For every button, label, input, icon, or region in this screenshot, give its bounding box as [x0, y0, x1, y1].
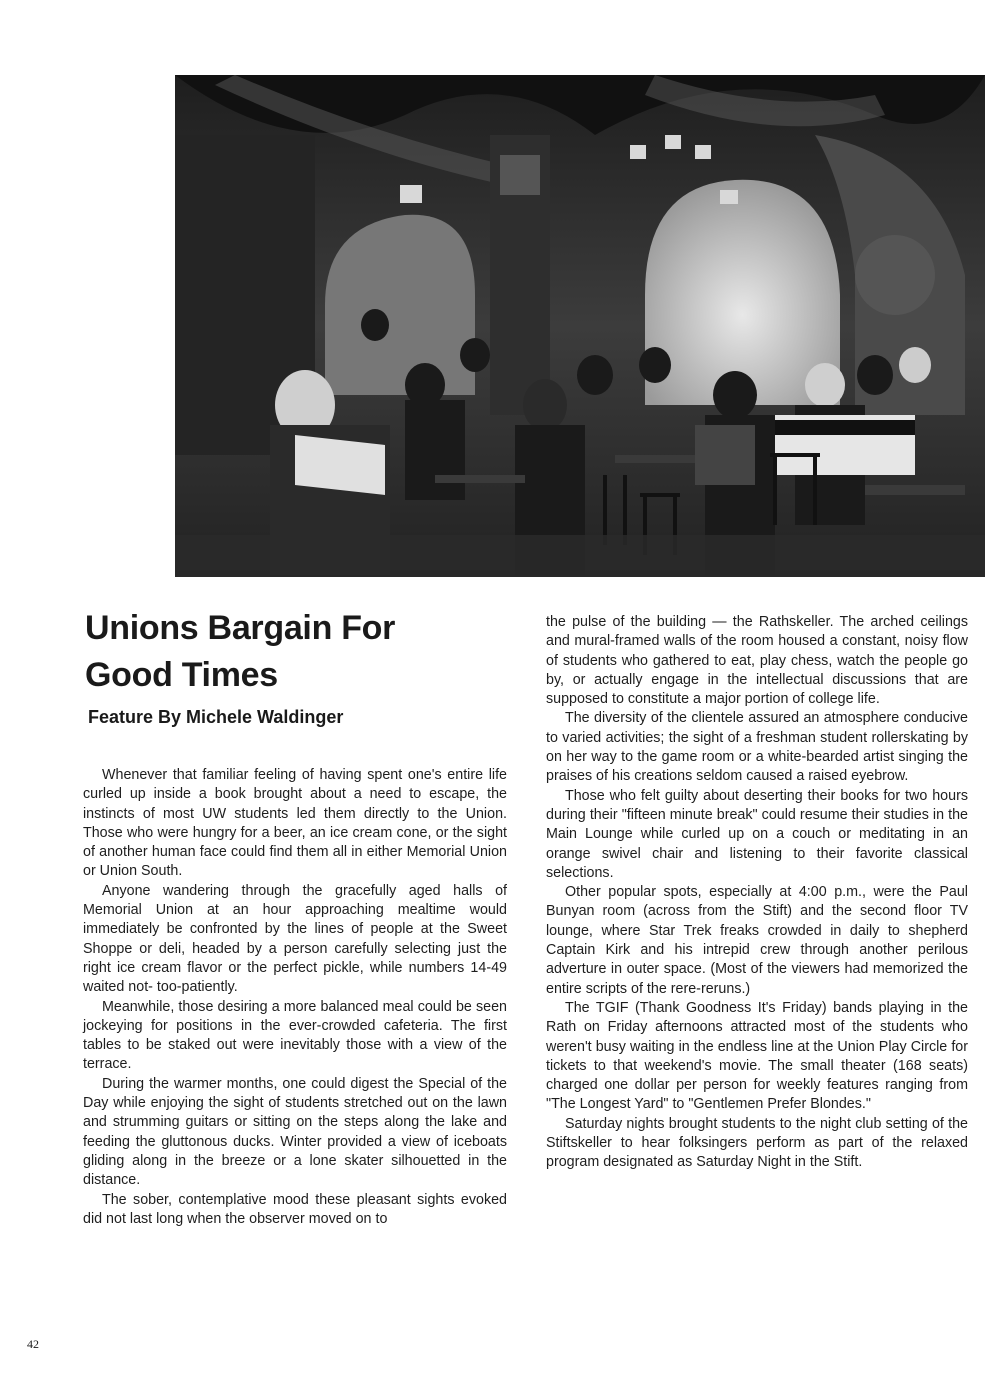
paragraph: Other popular spots, especially at 4:00 p.m., were the Paul Bunyan room (across from the Stift) and the second floor TV lounge, where Star Trek freaks crowded in daily to shepherd Captain Kirk and his intrepid crew through another perilous adverture in outer space. (Most of the viewers had memorized the entire scripts of the rere-reruns.) [546, 884, 968, 997]
photo-icon [175, 75, 985, 577]
paragraph: Saturday nights brought students to the night club setting of the Stiftskeller to hear folksingers perform as part of the relaxed program designated as Saturday Night in the Stift. [546, 1115, 968, 1171]
paragraph-continuation: the pulse of the building — the Rathskeller. The arched ceilings and mural-framed walls of the room housed a constant, noisy flow of students who gathered to eat, play chess, watch the people go by, or actually engage in the intellectual discussions that are supposed to constitute a major portion of college life. [546, 614, 968, 708]
headline-line-2: Good Times [85, 656, 278, 694]
paragraph: The diversity of the clientele assured an atmosphere conducive to varied activities; the sight of a freshman student rollerskating by on her way to the game room or a white-bearded artist singing the praises of his creations seldom caused a raised eyebrow. [546, 710, 968, 785]
paragraph: Whenever that familiar feeling of having spent one's entire life curled up inside a book brought about a need to escape, the instincts of most UW students led them directly to the Union. Those who were hungry for a beer, an ice cream cone, or the sight of another human face could find them all in either Memorial Union or Union South. [83, 767, 507, 880]
paragraph: During the warmer months, one could digest the Special of the Day while enjoying the sight of students stretched out on the lawn and strumming guitars or sitting on the steps along the lake and feeding the gluttonous ducks. Winter provided a view of iceboats gliding along in the breeze or a lone skater silhouetted in the distance. [83, 1075, 507, 1189]
paragraph: The TGIF (Thank Goodness It's Friday) bands playing in the Rath on Friday afternoons attracted most of the students who weren't busy waiting in the endless line at the Union Play Circle for tickets to that weekend's movie. The small theater (168 seats) charged one dollar per person for weekly features ranging from "The Longest Yard" to "Gentlemen Prefer Blondes." [546, 999, 968, 1113]
paragraph: Meanwhile, those desiring a more balanced meal could be seen jockeying for positions in the ever-crowded cafeteria. The first tables to be staked out were inevitably those with a view of the terrace. [83, 998, 507, 1073]
paragraph: The sober, contemplative mood these pleasant sights evoked did not last long when the observer moved on to [83, 1191, 507, 1227]
rathskeller-photo [175, 75, 985, 577]
right-text-column [546, 613, 968, 1173]
left-text-column [83, 766, 507, 1229]
page-number: 42 [27, 1337, 39, 1351]
paragraph: Those who felt guilty about deserting their books for two hours during their "fifteen minute break" could resume their studies in the Main Lounge while curled up on a couch or meditating in an orange swivel chair and listening to their favorite classical selections. [546, 787, 968, 881]
article-headline [85, 605, 505, 699]
paragraph: Anyone wandering through the gracefully aged halls of Memorial Union at an hour approaching mealtime would immediately be confronted by the lines of people at the Sweet Shoppe or deli, headed by a person carefully selecting just the right ice cream flavor or the perfect pickle, while numbers 14-49 waited not- too-patiently. [83, 882, 507, 996]
headline-line-1: Unions Bargain For [85, 609, 396, 647]
article-byline: Feature By Michele Waldinger [88, 707, 344, 727]
